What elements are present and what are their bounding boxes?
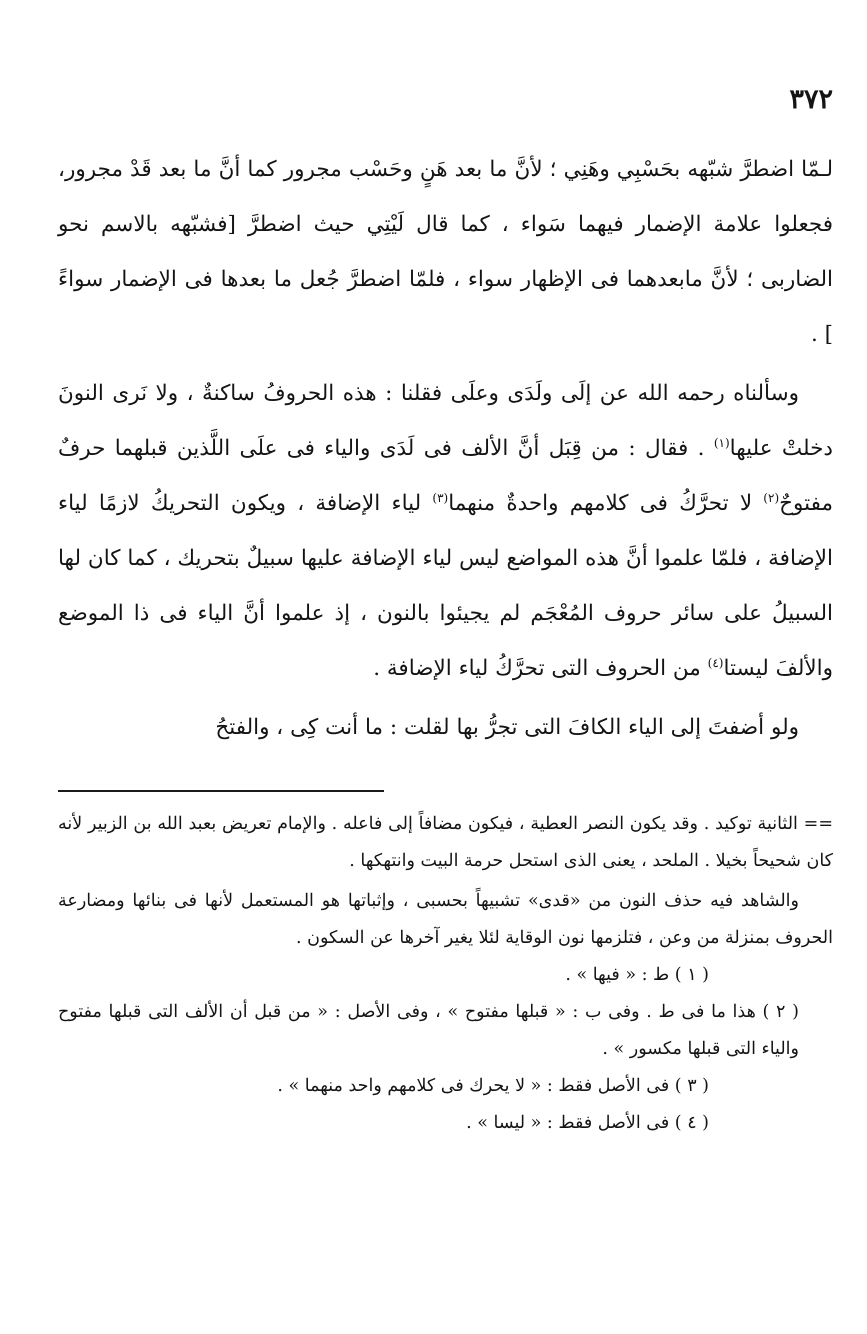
paragraph-1: لـمّا اضطرَّ شبّهه بحَسْبِي وهَنِي ؛ لأنَّ ما بعد هَنٍ وحَسْب مجرور كما أنَّ ما بعد قَدْ مجرور، فجعلوا علامة الإضمار فيهما سَواء ، كما قال لَيْتِي حيث اضطرَّ [فشبّهه بالاسم نحو الضاربى ؛ لأنَّ مابعدهما فى الإظهار سواء ، فلمّا اضطرَّ جُعل ما بعدها فى الإضمار سواءً ] .	[58, 157, 833, 347]
page-number: ٣٧٢	[789, 84, 833, 115]
footnote-3: ( ٣ ) فى الأصل فقط : « لا يحرك فى كلامهم واحد منهما » .	[277, 1076, 709, 1096]
footnote-2: ( ٢ ) هذا ما فى ط . وفى ب : « قبلها مفتوح » ، وفى الأصل : « من قبل أن الألف التى قبلها مفتوح والياء التى قبلها مكسور » .	[58, 1002, 799, 1059]
footnote-divider	[58, 790, 384, 792]
paragraph-3: ولو أضفتَ إلى الياء الكافَ التى تجرُّ بها لقلت : ما أنت كِى ، والفتحُ	[215, 715, 799, 740]
footnotes	[58, 806, 833, 1142]
footnote-ref-1: (١)	[713, 435, 730, 450]
footnote-4: ( ٤ ) فى الأصل فقط : « ليسا » .	[466, 1113, 709, 1133]
paragraph-2-end: لياء الإضافة ، ويكون التحريكُ لازمًا لياء الإضافة ، فلمّا علموا أنَّ هذه المواضع ليس لياء الإضافة عليها سبيلٌ بتحريك ، كما كان لها السبيلُ على سائر حروف المُعْجَم لم يجيئوا بالنون ، إذ علموا أنَّ الياء فى ذا الموضع والألفَ ليستا	[58, 491, 833, 681]
paragraph-2-middle-2: لا تحرَّكُ فى كلامهم واحدةٌ منهما	[448, 491, 764, 516]
footnote-continuation: == الثانية توكيد . وقد يكون النصر العطية ، فيكون مضافاً إلى فاعله . والإمام تعريض بعبد الله بن الزبير لأنه كان شحيحاً بخيلا . الملحد ، يعنى الذى استحل حرمة البيت وانتهكها .	[58, 814, 833, 871]
main-text	[58, 142, 833, 755]
footnote-ref-3: (٣)	[432, 490, 449, 505]
footnote-shahid: والشاهد فيه حذف النون من «قدى» تشبيهاً بحسبى ، وإثباتها هو المستعمل لأنها فى بنائها ومضارعة الحروف بمنزلة من وعن ، فتلزمها نون الوقاية لئلا يغير آخرها عن السكون .	[58, 891, 833, 948]
paragraph-2	[58, 366, 833, 696]
footnote-1: ( ١ ) ط : « فيها » .	[565, 965, 709, 985]
paragraph-2-tail: من الحروف التى تحرَّكُ لياء الإضافة .	[373, 656, 701, 681]
paragraph-2-start: وسألناه رحمه الله عن إلَى ولَدَى وعلَى فقلنا : هذه الحروفُ ساكنةٌ ، ولا نَرى النونَ دخلتْ عليها	[58, 381, 834, 461]
footnote-ref-2: (٢)	[763, 490, 780, 505]
footnote-ref-4: (٤)	[707, 655, 724, 670]
book-page	[58, 72, 833, 1292]
paragraph-2-middle: . فقال : من قِبَل أنَّ الألف فى لَدَى والياء فى علَى اللَّذين قبلهما حرفٌ مفتوحٌ	[58, 436, 833, 516]
